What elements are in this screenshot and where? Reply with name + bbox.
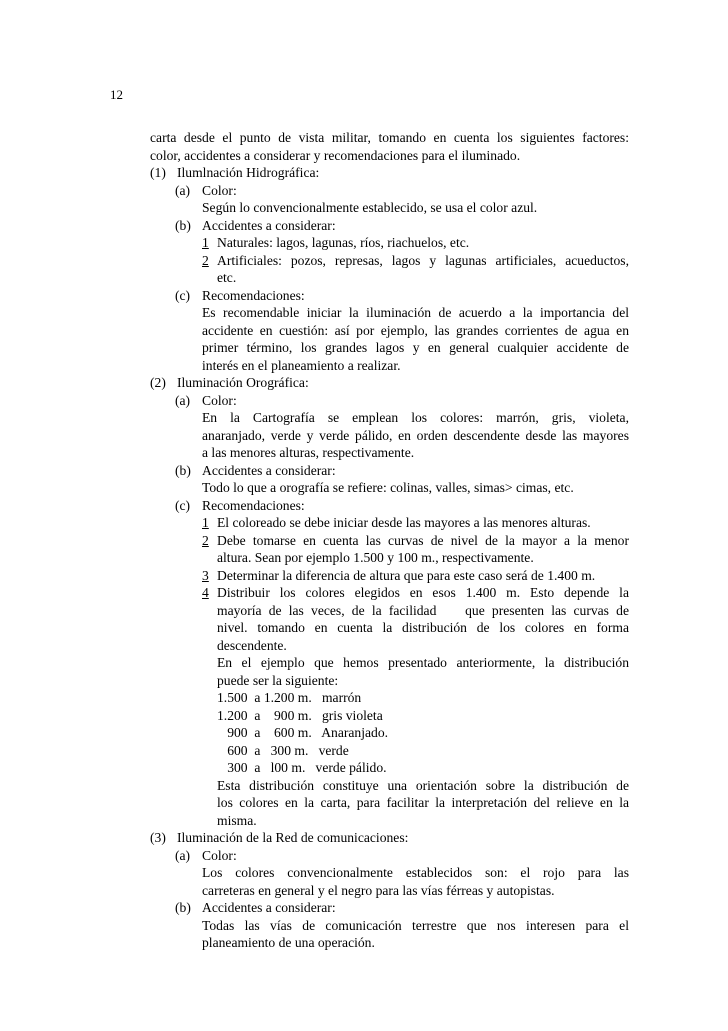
paragraph-line: Según lo convencionalmente establecido, se usa el color azul. bbox=[202, 200, 538, 215]
subsection-heading bbox=[150, 392, 629, 410]
subsection-label: (c) bbox=[175, 287, 191, 303]
item-number: 2 bbox=[202, 532, 209, 548]
section-title: Iluminación Orográfica: bbox=[177, 375, 309, 390]
distribution-row: 300 a l00 m. verde pálido. bbox=[217, 760, 387, 775]
page-number: 12 bbox=[110, 87, 123, 102]
item-number: 2 bbox=[202, 252, 209, 268]
paragraph-line: anaranjado, verde y verde pálido, en orden descendente desde las mayores bbox=[202, 427, 629, 443]
distribution-row: 1.200 a 900 m. gris violeta bbox=[217, 707, 383, 723]
paragraph-line: Todas las vías de comunicación terrestre que nos interesen para el bbox=[202, 917, 629, 933]
paragraph-line: En la Cartografía se emplean los colores: marrón, gris, violeta, bbox=[202, 410, 629, 425]
subsection-heading bbox=[150, 462, 629, 480]
subsection-title: Accidentes a considerar: bbox=[202, 462, 336, 478]
paragraph-line: misma. bbox=[217, 812, 257, 828]
subsection-title: Color: bbox=[202, 182, 237, 198]
item-text: Debe tomarse en cuenta las curvas de nivel de la mayor a la menor bbox=[217, 532, 629, 548]
section-label: (1) bbox=[150, 165, 166, 180]
subsection-label: (a) bbox=[175, 392, 191, 408]
list-item bbox=[150, 567, 629, 585]
paragraph-line: Es recomendable iniciar la iluminación de acuerdo a la importancia del bbox=[202, 305, 629, 320]
list-item bbox=[150, 252, 629, 270]
section-label: (2) bbox=[150, 375, 166, 390]
paragraph-line: etc. bbox=[217, 270, 237, 285]
subsection-label: (b) bbox=[175, 462, 191, 478]
section-heading bbox=[150, 829, 629, 847]
section-title: Iluminación de la Red de comunicaciones: bbox=[177, 830, 409, 845]
subsection-label: (c) bbox=[175, 497, 191, 513]
paragraph-line: altura. Sean por ejemplo 1.500 y 100 m., respectivamente. bbox=[217, 550, 534, 565]
item-text: Distribuir los colores elegidos en esos 1.400 m. Esto depende la bbox=[217, 585, 629, 600]
paragraph-line: primer término, los grandes lagos y en general cualquier accidente de bbox=[202, 340, 629, 355]
paragraph-line: accidente en cuestión: así por ejemplo, las grandes corrientes de agua en bbox=[202, 322, 629, 338]
paragraph-line: descendente. bbox=[217, 637, 287, 653]
item-text: Naturales: lagos, lagunas, ríos, riachuelos, etc. bbox=[217, 235, 470, 250]
subsection-heading bbox=[150, 899, 629, 917]
subsection-heading bbox=[150, 217, 629, 235]
subsection-title: Color: bbox=[202, 392, 237, 408]
list-item bbox=[150, 532, 629, 550]
document-body bbox=[150, 129, 629, 952]
subsection-label: (b) bbox=[175, 900, 191, 915]
paragraph-line: nivel. tomando en cuenta la distribución de los colores en forma bbox=[217, 620, 629, 635]
item-text: Artificiales: pozos, represas, lagos y lagunas artificiales, acueductos, bbox=[217, 252, 629, 268]
item-text: Determinar la diferencia de altura que para este caso será de 1.400 m. bbox=[217, 567, 596, 583]
list-item bbox=[150, 234, 629, 252]
section-label: (3) bbox=[150, 830, 166, 845]
item-number: 3 bbox=[202, 567, 209, 583]
list-item bbox=[150, 514, 629, 532]
subsection-title: Recomendaciones: bbox=[202, 497, 305, 513]
paragraph-line: puede ser la siguiente: bbox=[217, 672, 339, 688]
paragraph-line: Esta distribución constituye una orientación sobre la distribución de bbox=[217, 777, 629, 793]
section-title: Ilumlnación Hidrográfica: bbox=[177, 165, 320, 180]
paragraph-line: planeamiento de una operación. bbox=[202, 935, 375, 950]
subsection-heading bbox=[150, 182, 629, 200]
intro-line: carta desde el punto de vista militar, tomando en cuenta los siguientes factores: bbox=[150, 130, 629, 145]
subsection-label: (a) bbox=[175, 182, 191, 198]
paragraph-line: carreteras en general y el negro para las vías férreas y autopistas. bbox=[202, 882, 555, 898]
subsection-title: Accidentes a considerar: bbox=[202, 900, 336, 915]
subsection-label: (a) bbox=[175, 847, 191, 863]
list-item bbox=[150, 584, 629, 602]
subsection-heading bbox=[150, 497, 629, 515]
paragraph-line: Todo lo que a orografía se refiere: colinas, valles, simas> cimas, etc. bbox=[202, 480, 574, 495]
section-heading bbox=[150, 374, 629, 392]
subsection-title: Accidentes a considerar: bbox=[202, 217, 336, 233]
distribution-row: 600 a 300 m. verde bbox=[217, 742, 349, 758]
subsection-title: Color: bbox=[202, 847, 237, 863]
item-number: 1 bbox=[202, 515, 209, 530]
item-number: 1 bbox=[202, 235, 209, 250]
section-heading bbox=[150, 164, 629, 182]
subsection-label: (b) bbox=[175, 217, 191, 233]
item-number: 4 bbox=[202, 585, 209, 600]
subsection-heading bbox=[150, 847, 629, 865]
intro-line: color, accidentes a considerar y recomendaciones para el iluminado. bbox=[150, 147, 521, 163]
paragraph-line: Los colores convencionalmente establecidos son: el rojo para las bbox=[202, 865, 629, 880]
subsection-heading bbox=[150, 287, 629, 305]
paragraph-line: En el ejemplo que hemos presentado anteriormente, la distribución bbox=[217, 655, 629, 670]
paragraph-line: interés en el planeamiento a realizar. bbox=[202, 357, 401, 373]
item-text: El coloreado se debe iniciar desde las mayores a las menores alturas. bbox=[217, 515, 591, 530]
subsection-title: Recomendaciones: bbox=[202, 287, 305, 303]
paragraph-line: mayoría de las veces, de la facilidad que presenten las curvas de bbox=[217, 602, 629, 618]
paragraph-line: a las menores alturas, respectivamente. bbox=[202, 445, 415, 460]
distribution-row: 900 a 600 m. Anaranjado. bbox=[217, 725, 389, 740]
distribution-row: 1.500 a 1.200 m. marrón bbox=[217, 690, 362, 705]
paragraph-line: los colores en la carta, para facilitar la interpretación del relieve en la bbox=[217, 795, 629, 810]
